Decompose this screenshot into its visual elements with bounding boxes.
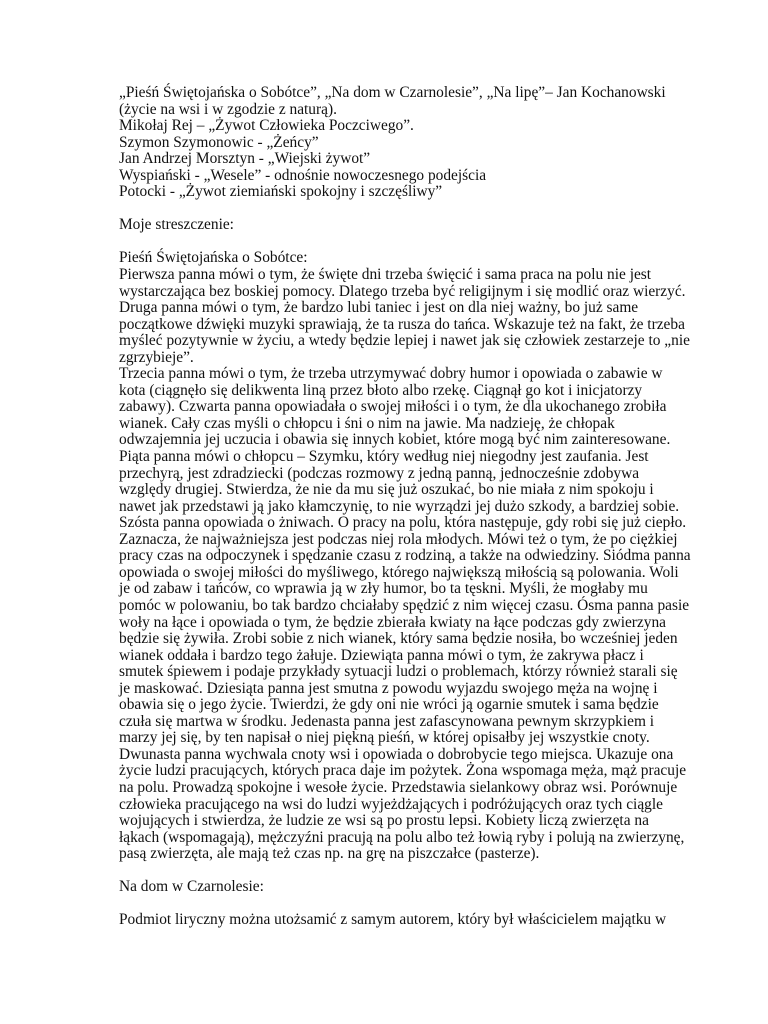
text-line: zabawy). Czwarta panna opowiadała o swojej miłości i o tym, że dla ukochanego zrobiła	[119, 398, 667, 416]
text-line: Podmiot liryczny można utożsamić z samym autorem, który był właścicielem majątku w	[119, 911, 667, 929]
intro-line: „Pieśń Świętojańska o Sobótce”, „Na dom w Czarnolesie”, „Na lipę”– Jan Kochanowski	[119, 84, 666, 101]
text-line: opowiada o swojej miłości do myśliwego, którego największą miłością są polowania. Woli	[119, 563, 679, 581]
text-line: Zaznacza, że najważniejsza jest podczas niej rola młodych. Mówi też o tym, że po ciężkiej	[119, 530, 678, 548]
text-line: wianek. Cały czas myśli o chłopcu i śni o nim na jawie. Ma nadzieję, że chłopak	[119, 414, 615, 432]
text-line: czuła się martwa w środku. Jedenasta panna jest zafascynowana pewnym skrzypkiem i	[119, 712, 655, 730]
text-line: Dwunasta panna wychwala cnoty wsi i opowiada o dobrobycie tego miejsca. Ukazuje ona	[119, 745, 674, 763]
text-line: je od zabaw i tańców, co wprawia ją w zły humor, bo ta tęskni. Myśli, że mogłaby mu	[119, 580, 648, 598]
text-line: pomóc w polowaniu, bo tak bardzo chciałaby spędzić z nim więcej czasu. Ósma panna pasie	[119, 596, 690, 614]
section1-body	[119, 267, 709, 863]
text-line: Trzecia panna mówi o tym, że trzeba utrzymywać dobry humor i opowiada o zabawie w	[119, 365, 663, 383]
intro-line: (życie na wsi i w zgodzie z naturą).	[119, 100, 337, 118]
text-line: Pierwsza panna mówi o tym, że święte dni trzeba święcić i sama praca na polu nie jest	[119, 266, 652, 284]
text-line: je maskować. Dziesiąta panna jest smutna z powodu wyjazdu swojego męża na wojnę i	[119, 679, 658, 697]
text-line: Piąta panna mówi o chłopcu – Szymku, który według niej niegodny jest zaufania. Jest	[119, 448, 649, 466]
text-line: początkowe dźwięki muzyki sprawiają, że ta rusza do tańca. Wskazuje też na fakt, że trzeba	[119, 315, 685, 333]
text-line: na polu. Prowadzą spokojne i wesołe życie. Przedstawia sielankowy obraz wsi. Porównuje	[119, 778, 678, 796]
paragraph-gap	[119, 896, 709, 913]
text-line: wojujących i stwierdza, że ludzie ze wsi są po prostu lepsi. Kobiety liczą zwierzęta na	[119, 812, 649, 830]
text-line: smutek śpiewem i podaje przykłady sytuacji ludzi o problemach, którzy również starali się	[119, 663, 678, 681]
text-line: względy drugiej. Stwierdza, że nie da mu się już oszukać, bo nie miała z nim spokoju i	[119, 481, 654, 499]
intro-line: Mikołaj Rej – „Żywot Człowieka Poczciwego”.	[119, 117, 414, 135]
text-line: Druga panna mówi o tym, że bardzo lubi taniec i jest on dla niej ważny, bo już same	[119, 299, 639, 317]
text-line: będzie się żywiła. Zrobi sobie z nich wianek, który sama będzie nosiła, bo wcześniej jeden	[119, 630, 678, 648]
document-page	[119, 85, 709, 929]
text-line: obawia się o jego życie. Twierdzi, że gdy oni nie wróci ją ogarnie smutek i sama będzie	[119, 696, 659, 714]
text-line: odwzajemnia jej uczucia i obawia się innych kobiet, które mogą być nim zainteresowane.	[119, 431, 671, 449]
intro-line: Potocki - „Żywot ziemiański spokojny i szczęśliwy”	[119, 183, 443, 201]
text-line: woły na łące i opowiada o tym, że będzie zbierała kwiaty na łące podczas gdy zwierzyna	[119, 613, 666, 631]
text-line: nawet jak przedstawi ją jako kłamczynię, to nie wyrządzi jej dużo szkody, a bardziej sobie.	[119, 497, 680, 515]
text-line: myśleć pozytywnie w życiu, a wtedy będzie lepiej i nawet jak się człowiek zestarzeje to „nie	[119, 332, 690, 350]
summary-heading: Moje streszczenie:	[119, 216, 234, 234]
section2-heading: Na dom w Czarnolesie:	[119, 878, 264, 896]
intro-line: Szymon Szymonowic - „Żeńcy”	[119, 133, 319, 151]
text-line: kota (ciągnęło się delikwenta liną przez błoto albo rzekę. Ciągnął go kot i inicjatorzy	[119, 381, 643, 399]
intro-block	[119, 85, 709, 201]
text-line: życie ludzi pracujących, których praca daje im pożytek. Żona wspomaga męża, mąż pracuje	[119, 762, 687, 780]
section2-body	[119, 912, 709, 929]
text-line: zgrzybieje”.	[119, 348, 194, 366]
intro-line: Wyspiański - „Wesele” - odnośnie nowoczesnego podejścia	[119, 166, 487, 184]
paragraph-gap	[119, 863, 709, 880]
text-line: wystarczająca bez boskiej pomocy. Dlatego trzeba być religijnym i się modlić oraz wierzyć.	[119, 282, 686, 300]
intro-line: Jan Andrzej Morsztyn - „Wiejski żywot”	[119, 150, 371, 168]
text-line: przechyrą, jest zdradziecki (podczas rozmowy z jedną panną, jednocześnie zdobywa	[119, 464, 640, 482]
text-line: człowieka pracującego na wsi do ludzi wyjeżdżających i podróżujących oraz tych ciągle	[119, 795, 663, 813]
text-line: łąkach (wspomagają), mężczyźni pracują na polu albo też łowią ryby i polują na zwierzynę,	[119, 828, 685, 846]
text-line: pracy czas na odpoczynek i spędzanie czasu z rodziną, a także na odwiedziny. Siódma panna	[119, 547, 691, 565]
text-line: pasą zwierzęta, ale mają też czas np. na grę na piszczałce (pasterze).	[119, 845, 540, 863]
paragraph-gap	[119, 234, 709, 251]
text-line: wianek oddała i bardzo tego żałuje. Dziewiąta panna mówi o tym, że zakrywa płacz i	[119, 646, 644, 664]
text-line: marzy jej się, by ten napisał o niej piękną pieśń, w której opisałby jej wszystkie cnoty.	[119, 729, 650, 747]
paragraph-gap	[119, 201, 709, 218]
text-line: Szósta panna opowiada o żniwach. O pracy na polu, która następuje, gdy robi się już ciepło.	[119, 514, 687, 532]
section1-heading: Pieśń Świętojańska o Sobótce:	[119, 249, 308, 267]
